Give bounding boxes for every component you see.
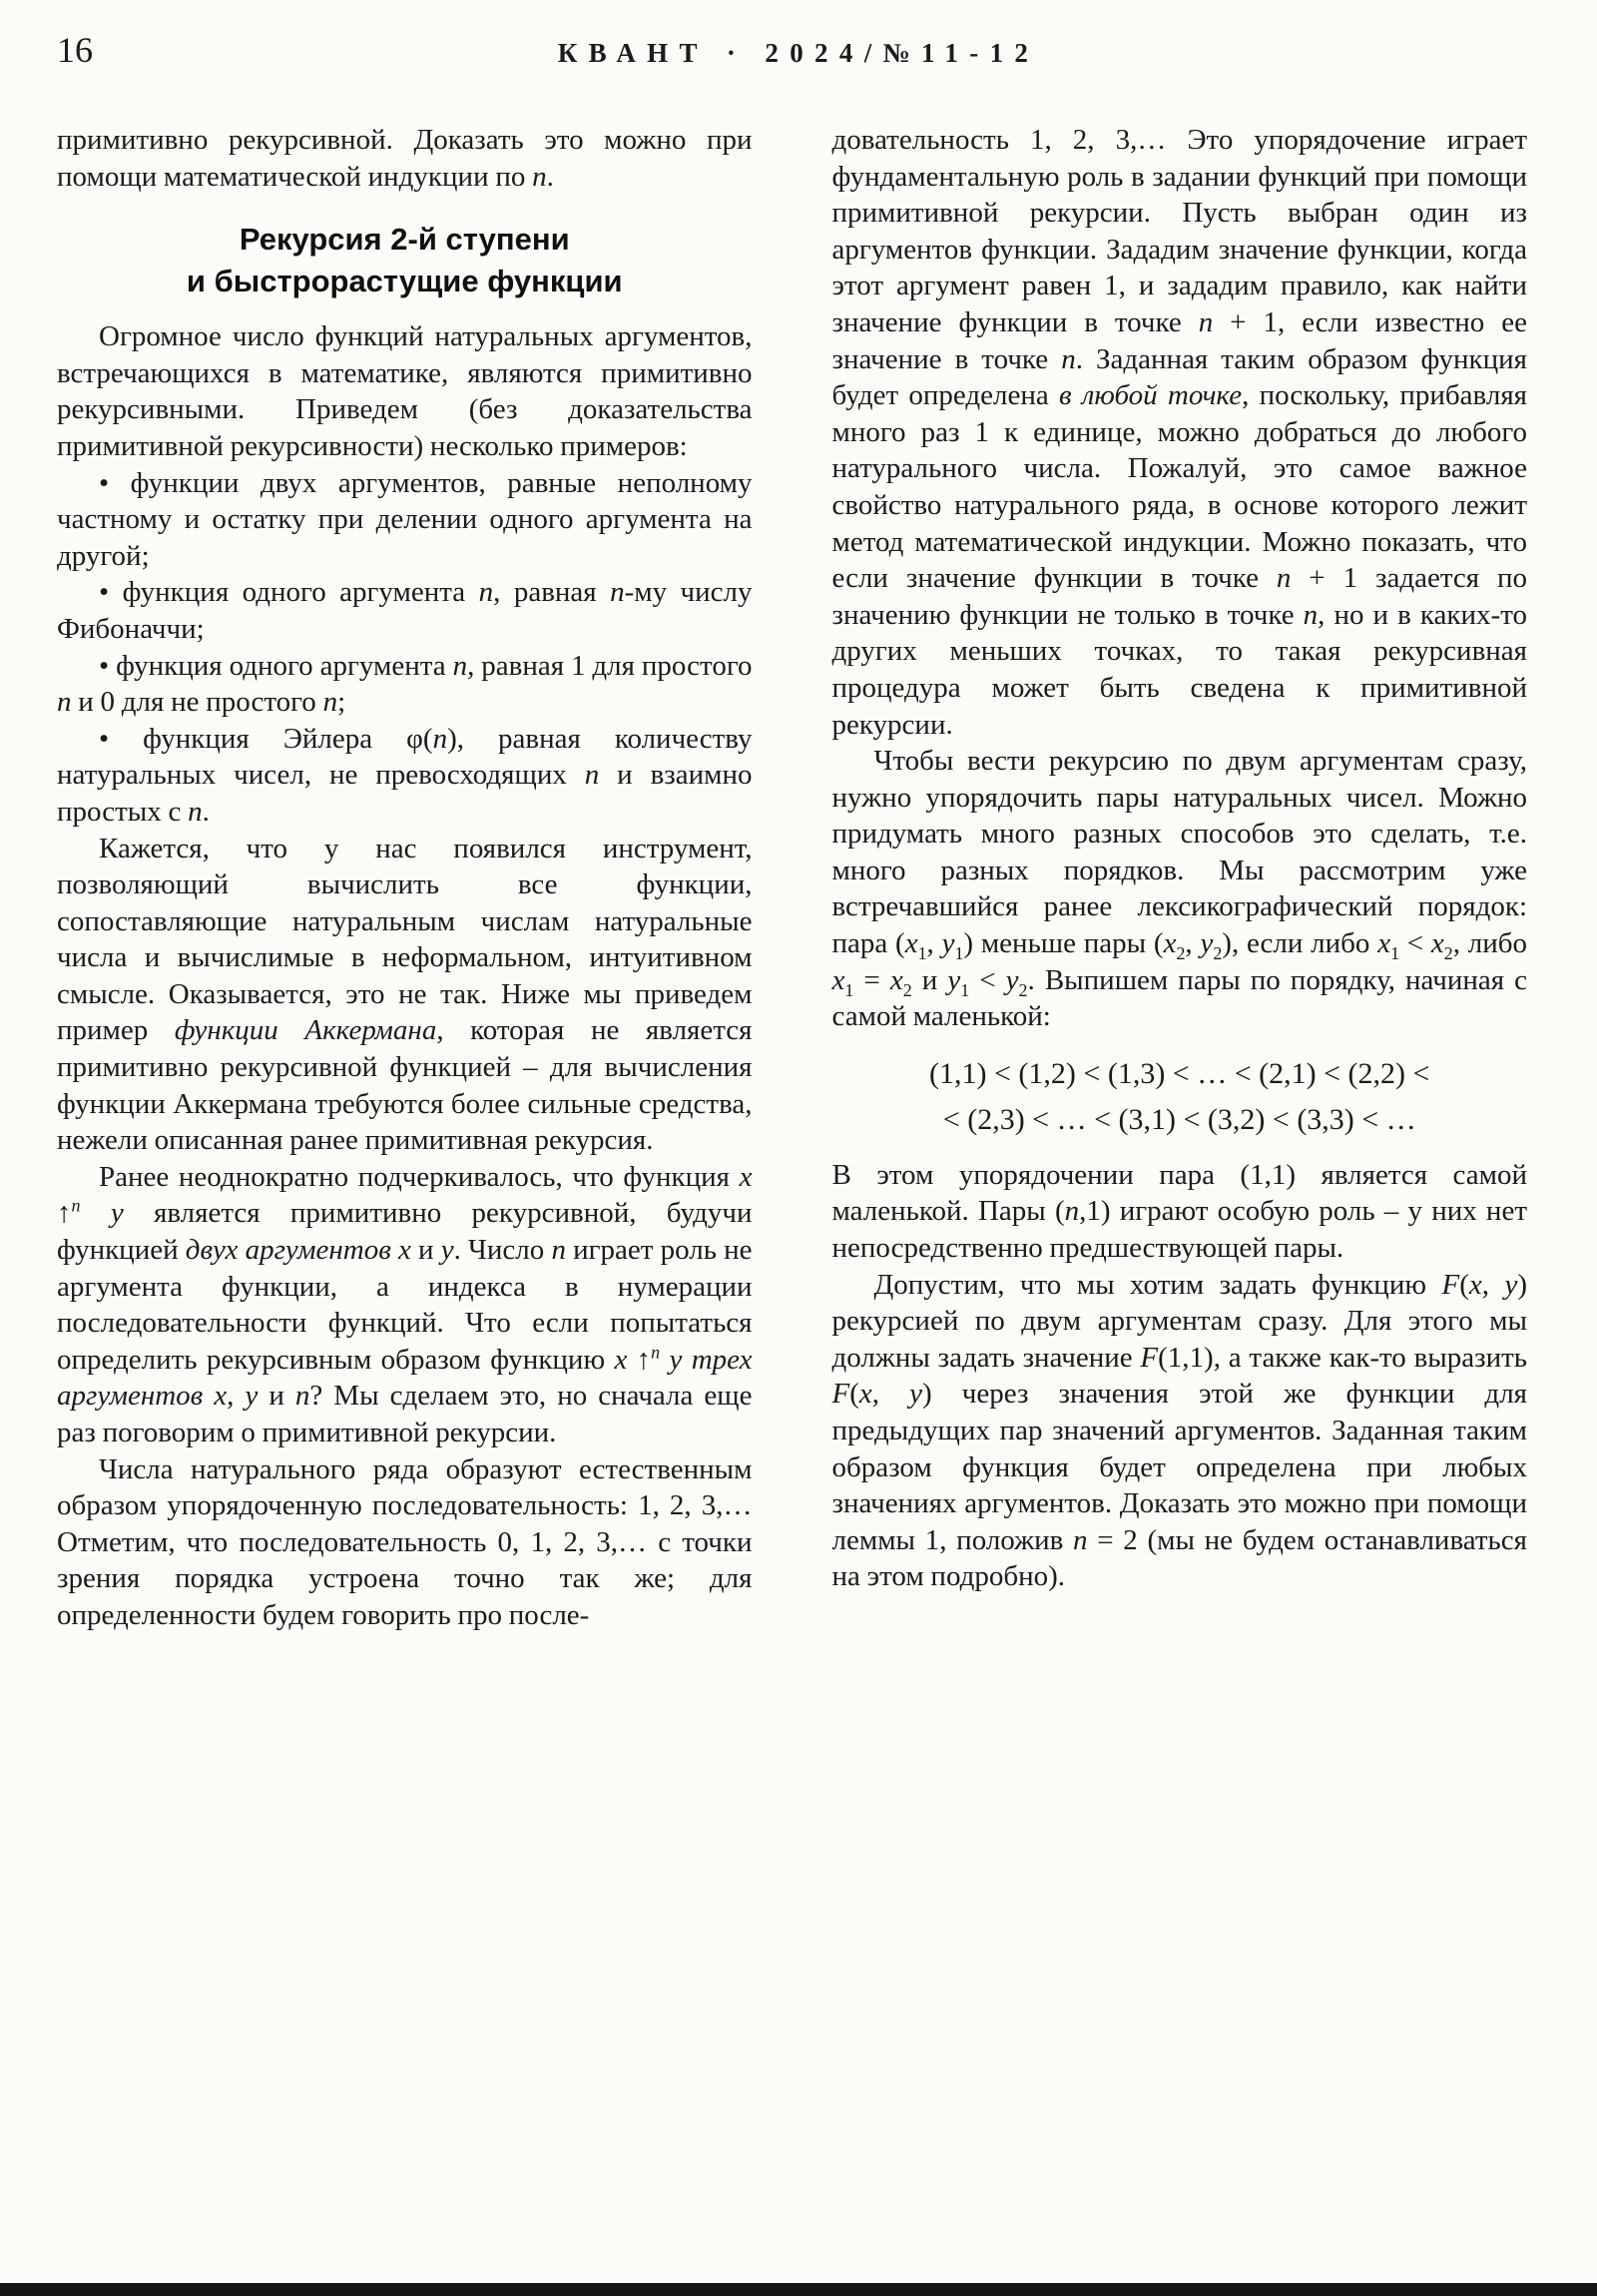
article-body [57,122,1527,1634]
math-line: (1,1) < (1,2) < (1,3) < … < (2,1) < (2,2) < [929,1056,1430,1090]
paragraph: Числа натурального ряда образуют естественным образом упорядоченную последовательность: 1, 2, 3,… Отметим, что последовательность 0, 1, 2, 3,… с точки зрения порядка устроена точно так же; для определенности будем говорить про после- [57,1452,753,1631]
math-line: < (2,3) < … < (3,1) < (3,2) < (3,3) < … [942,1102,1416,1136]
section-heading-line: Рекурсия 2-й ступени [239,222,570,258]
paragraph: В этом упорядочении пара (1,1) является самой маленькой. Пары (n,1) играют особую роль – у них нет непосредственно предшествующей пары. [831,1158,1527,1265]
math-display [832,1051,1528,1143]
section-heading [57,219,753,302]
paragraph: Чтобы вести рекурсию по двум аргументам сразу, нужно упорядочить пары натуральных чисел. Можно придумать много разных способов это сделать, т.е. много разных порядков. Мы рассмотрим уже встречавшийся ранее лексикографический порядок: пара ($x_1$, $y_1$) меньше пары ($x_2$, $y_2$), если либо $x_1 < x_2$, либо $x_1 = x_2$ и $y_1 < y_2$. Выпишем пары по порядку, начиная с самой маленькой: [831,745,1528,1033]
bullet-item: • функция одного аргумента n, равная 1 для простого n и 0 для не простого n; [57,649,753,719]
paragraph: Огромное число функций натуральных аргументов, встречающихся в математике, являются примитивно рекурсивными. Приведем (без доказательства примитивной рекурсивности) несколько примеров: [57,320,753,462]
page-number: 16 [57,30,93,70]
journal-header: КВАНТ · 2024/№11-12 [557,38,1040,68]
paragraph: Допустим, что мы хотим задать функцию F(x, y) рекурсией по двум аргументам сразу. Для этого мы должны задать значение F(1,1), а также как-то выразить F(x, y) через значения этой же функции для предыдущих пар значений аргументов. Заданная таким образом функция будет определена при любых значениях аргументов. Доказать это можно при помощи леммы 1, положив n = 2 (мы не будем останавливаться на этом подробно). [831,1268,1528,1593]
page-header [57,26,1512,88]
bullet-item: • функция Эйлера φ(n), равная количеству натуральных чисел, не превосходящих n и взаимно простых с n. [57,722,753,828]
paragraph: Кажется, что у нас появился инструмент, позволяющий вычислить все функции, сопоставляющие натуральным числам натуральные числа и вычислимые в неформальном, интуитивном смысле. Оказывается, это не так. Ниже мы приведем пример функции Аккермана, которая не является примитивно рекурсивной функцией – для вычисления функции Аккермана требуются более сильные средства, нежели описанная ранее примитивная рекурсия. [57,832,753,1157]
section-heading-line: и быстрорастущие функции [186,264,623,299]
paragraph: примитивно рекурсивной. Доказать это можно при помощи математической индукции по n. [57,124,753,193]
bullet-item: • функция одного аргумента n, равная n-му числу Фибоначчи; [57,576,753,645]
bottom-edge-bar [0,2283,1597,2296]
paragraph: Ранее неоднократно подчеркивалось, что функция x ↑$^n$ y является примитивно рекурсивной, будучи функцией двух аргументов x и y. Число n играет роль не аргумента функции, а индекса в нумерации последовательности функций. Что если попытаться определить рекурсивным образом функцию x ↑$^n$ y трех аргументов x, y и n? Мы сделаем это, но сначала еще раз поговорим о примитивной рекурсии. [57,1160,753,1448]
left-column [57,122,753,1634]
bullet-item: • функции двух аргументов, равные неполному частному и остатку при делении одного аргумента на другой; [57,466,753,572]
paragraph: довательность 1, 2, 3,… Это упорядочение играет фундаментальную роль в задании функций при помощи примитивной рекурсии. Пусть выбран один из аргументов функции. Зададим значение функции, когда этот аргумент равен 1, и зададим правило, как найти значение функции в точке n + 1, если известно ее значение в точке n. Заданная таким образом функция будет определена в любой точке, поскольку, прибавляя много раз 1 к единице, можно добраться до любого натурального числа. Пожалуй, это самое важное свойство натурального ряда, в основе которого лежит метод математической индукции. Можно показать, что если значение функции в точке n + 1 задается по значению функции не только в точке n, но и в каких-то других меньших точках, то такая рекурсивная процедура может быть сведена к примитивной рекурсии. [831,124,1528,741]
right-column [832,122,1528,1634]
